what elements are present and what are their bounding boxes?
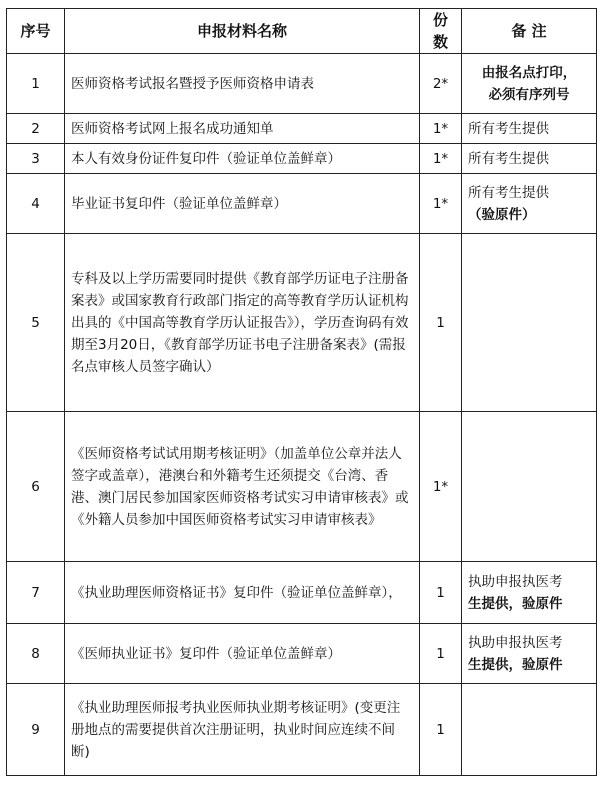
row-name: 医师资格考试报名暨授予医师资格申请表 xyxy=(65,54,420,114)
table-row xyxy=(7,174,597,234)
row-no: 2 xyxy=(7,114,65,144)
note-line: 执助申报执医考 xyxy=(468,634,563,651)
row-name: 本人有效身份证件复印件（验证单位盖鲜章） xyxy=(65,144,420,174)
row-count: 1 xyxy=(420,624,462,684)
table-row xyxy=(7,412,597,562)
row-name: 《医师执业证书》复印件（验证单位盖鲜章） xyxy=(65,624,420,684)
note-line: 生提供，验原件 xyxy=(468,656,563,673)
row-note xyxy=(462,114,597,144)
row-count: 1* xyxy=(420,412,462,562)
row-no: 5 xyxy=(7,234,65,412)
header-count: 份数 xyxy=(420,9,462,54)
row-count: 1* xyxy=(420,114,462,144)
row-no: 9 xyxy=(7,684,65,776)
row-count: 1 xyxy=(420,234,462,412)
row-note xyxy=(462,54,597,114)
row-count: 1 xyxy=(420,562,462,624)
table-row xyxy=(7,624,597,684)
row-no: 3 xyxy=(7,144,65,174)
row-note xyxy=(462,562,597,624)
table-row xyxy=(7,114,597,144)
note-line: 必须有序列号 xyxy=(488,86,570,103)
header-note: 备 注 xyxy=(462,9,597,54)
row-name: 《医师资格考试试用期考核证明》（加盖单位公章并法人签字或盖章），港澳台和外籍考生还须提交《台湾、香港、澳门居民参加国家医师资格考试实习申请审核表》或《外籍人员参加中国医师资格考试实习申请审核表》 xyxy=(65,412,420,562)
note-line: 所有考生提供 xyxy=(468,150,549,167)
note-line: （验原件） xyxy=(468,206,536,223)
materials-table xyxy=(6,8,597,776)
row-note xyxy=(462,174,597,234)
row-count: 1* xyxy=(420,174,462,234)
note-line: 所有考生提供 xyxy=(468,120,549,137)
row-name: 毕业证书复印件（验证单位盖鲜章） xyxy=(65,174,420,234)
row-no: 4 xyxy=(7,174,65,234)
row-no: 6 xyxy=(7,412,65,562)
row-note xyxy=(462,624,597,684)
note-line: 由报名点打印， xyxy=(481,64,577,81)
table-row xyxy=(7,562,597,624)
table-row xyxy=(7,234,597,412)
table-row xyxy=(7,144,597,174)
row-no: 7 xyxy=(7,562,65,624)
row-no: 1 xyxy=(7,54,65,114)
header-name: 申报材料名称 xyxy=(65,9,420,54)
note-line: 所有考生提供 xyxy=(468,184,549,201)
header-row xyxy=(7,9,597,54)
row-note xyxy=(462,412,597,562)
row-note xyxy=(462,144,597,174)
note-line: 执助申报执医考 xyxy=(468,573,563,590)
note-line: 生提供，验原件 xyxy=(468,595,563,612)
row-name: 《执业助理医师报考执业医师执业期考核证明》(变更注册地点的需要提供首次注册证明，执业时间应连续不间断) xyxy=(65,684,420,776)
header-no: 序号 xyxy=(7,9,65,54)
row-count: 2* xyxy=(420,54,462,114)
row-name: 专科及以上学历需要同时提供《教育部学历证电子注册备案表》或国家教育行政部门指定的高等教育学历认证机构出具的《中国高等教育学历认证报告》），学历查询码有效期至3月20日，《教育部学历证书电子注册备案表》(需报名点审核人员签字确认） xyxy=(65,234,420,412)
row-no: 8 xyxy=(7,624,65,684)
table-row xyxy=(7,684,597,776)
row-count: 1 xyxy=(420,684,462,776)
table-row xyxy=(7,54,597,114)
row-name: 《执业助理医师资格证书》复印件（验证单位盖鲜章）， xyxy=(65,562,420,624)
row-note xyxy=(462,234,597,412)
row-count: 1* xyxy=(420,144,462,174)
row-note xyxy=(462,684,597,776)
row-name: 医师资格考试网上报名成功通知单 xyxy=(65,114,420,144)
